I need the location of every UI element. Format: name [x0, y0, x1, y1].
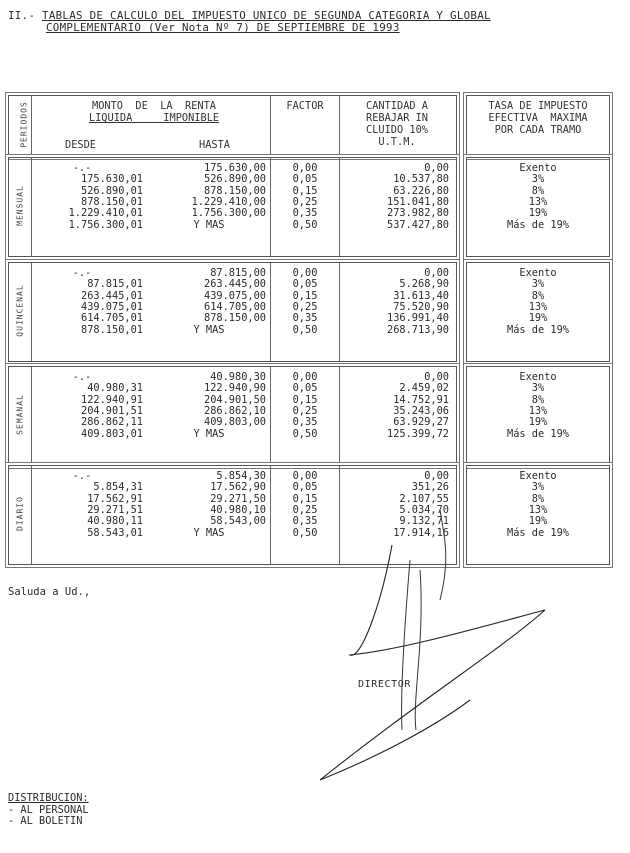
cell-factor: 0,35 [292, 515, 318, 528]
cell-hasta: 204.901,50 [204, 393, 266, 406]
cell-desde: 175.630,01 [81, 173, 143, 186]
cell-desde: 1.229.410,01 [68, 207, 143, 220]
cell-tasa: 13% [528, 195, 548, 208]
cell-desde: 439.075,01 [81, 300, 143, 313]
cell-tasa: Más de 19% [507, 323, 569, 336]
cell-rebajar: 2.459,02 [399, 382, 449, 395]
cell-tasa: 13% [528, 300, 548, 313]
cell-hasta: Y MAS [193, 427, 225, 440]
cell-factor: 0,25 [292, 195, 318, 208]
cell-hasta: 122.940,90 [204, 382, 266, 395]
header-hasta: HASTA [199, 139, 230, 151]
cell-rebajar: 351,26 [411, 481, 449, 494]
cell-desde: 29.271,51 [87, 503, 143, 516]
cell-hasta: 409.803,00 [204, 416, 266, 429]
distribution-item: - AL PERSONAL [8, 803, 89, 816]
cell-hasta: 286.862,10 [204, 404, 266, 417]
cell-desde: 204.901,51 [81, 404, 143, 417]
cell-tasa: 8% [531, 289, 545, 302]
cell-factor: 0,50 [292, 427, 318, 440]
cell-tasa: 8% [531, 184, 545, 197]
cell-hasta: 58.543,00 [210, 515, 266, 528]
cell-factor: 0,00 [292, 267, 318, 279]
cell-desde: 40.980,31 [87, 382, 143, 395]
cell-desde: 122.940,91 [81, 393, 143, 406]
period-label: QUINCENAL [15, 284, 25, 337]
cell-factor: 0,15 [292, 492, 318, 505]
closing-salutation: Saluda a Ud., [8, 586, 91, 598]
cell-hasta: 878.150,00 [204, 184, 266, 197]
header-cantidad-2: REBAJAR IN [366, 112, 428, 124]
signature-title: DIRECTOR [358, 679, 411, 690]
cell-desde: 1.756.300,01 [68, 218, 143, 231]
cell-hasta: 17.562,90 [210, 481, 266, 494]
cell-factor: 0,05 [292, 173, 318, 186]
cell-factor: 0,15 [292, 393, 318, 406]
cell-rebajar: 63.929,27 [393, 416, 449, 429]
header-tasa-2: EFECTIVA MAXIMA [488, 112, 588, 124]
cell-tasa: 19% [528, 207, 548, 220]
cell-hasta: 1.229.410,00 [191, 195, 266, 208]
cell-rebajar: 0,00 [424, 162, 449, 174]
cell-hasta: 5.854,30 [216, 470, 266, 482]
cell-hasta: 439.075,00 [204, 289, 266, 302]
cell-rebajar: 0,00 [424, 371, 449, 383]
title-prefix: II.- [8, 9, 36, 22]
cell-tasa: 13% [528, 404, 548, 417]
header-tasa-3: POR CADA TRAMO [494, 124, 582, 136]
cell-rebajar: 9.132,71 [399, 515, 449, 528]
cell-factor: 0,35 [292, 416, 318, 429]
cell-factor: 0,05 [292, 278, 318, 291]
cell-tasa: 13% [528, 503, 548, 516]
distribution-block [8, 793, 89, 828]
header-factor: FACTOR [286, 100, 324, 112]
cell-factor: 0,00 [292, 162, 318, 174]
cell-desde: 614.705,01 [81, 312, 143, 325]
distribution-item: - AL BOLETIN [8, 815, 83, 827]
cell-desde: 409.803,01 [81, 427, 143, 440]
cell-rebajar: 35.243,06 [393, 404, 449, 417]
cell-hasta: 40.980,30 [210, 371, 266, 383]
cell-rebajar: 31.613,40 [393, 289, 449, 302]
cell-rebajar: 14.752,91 [393, 393, 449, 406]
cell-rebajar: 0,00 [424, 267, 449, 279]
cell-tasa: 19% [528, 312, 548, 325]
title-line-2: COMPLEMENTARIO (Ver Nota Nº 7) DE SEPTIEMBRE DE 1993 [46, 21, 400, 34]
cell-rebajar: 5.034,70 [399, 503, 449, 516]
cell-desde: -.- [72, 470, 92, 482]
cell-tasa: Exento [519, 267, 557, 279]
cell-hasta: 29.271,50 [210, 492, 266, 505]
cell-factor: 0,50 [292, 218, 318, 231]
cell-rebajar: 151.041,80 [387, 195, 449, 208]
cell-factor: 0,25 [292, 404, 318, 417]
cell-tasa: 19% [528, 416, 548, 429]
title-line-1: TABLAS DE CALCULO DEL IMPUESTO UNICO DE SEGUNDA CATEGORIA Y GLOBAL [42, 9, 491, 22]
cell-desde: 526.890,01 [81, 184, 143, 197]
cell-hasta: 878.150,00 [204, 312, 266, 325]
cell-hasta: 87.815,00 [210, 267, 266, 279]
cell-desde: 286.862,11 [81, 416, 143, 429]
cell-factor: 0,25 [292, 503, 318, 516]
cell-rebajar: 63.226,80 [393, 184, 449, 197]
period-label: MENSUAL [15, 185, 25, 226]
cell-factor: 0,15 [292, 289, 318, 302]
cell-tasa: Más de 19% [507, 427, 569, 440]
cell-tasa: 3% [531, 481, 545, 494]
cell-rebajar: 17.914,16 [393, 526, 449, 539]
cell-rebajar: 10.537,80 [393, 173, 449, 186]
cell-desde: 17.562,91 [87, 492, 143, 505]
header-tasa-1: TASA DE IMPUESTO [488, 100, 588, 112]
cell-factor: 0,50 [292, 526, 318, 539]
cell-factor: 0,05 [292, 481, 318, 494]
period-label: DIARIO [15, 496, 25, 531]
cell-desde: 40.980,11 [87, 515, 143, 528]
cell-rebajar: 273.982,80 [387, 207, 449, 220]
cell-tasa: 3% [531, 173, 545, 186]
cell-tasa: Exento [519, 162, 557, 174]
cell-desde: -.- [72, 371, 92, 383]
cell-tasa: 8% [531, 492, 545, 505]
header-desde: DESDE [65, 139, 96, 151]
cell-hasta: Y MAS [193, 323, 225, 336]
header-cantidad-1: CANTIDAD A [366, 100, 428, 112]
cell-hasta: 40.980,10 [210, 503, 266, 516]
cell-factor: 0,35 [292, 207, 318, 220]
cell-tasa: Más de 19% [507, 218, 569, 231]
cell-tasa: 3% [531, 382, 545, 395]
cell-factor: 0,15 [292, 184, 318, 197]
cell-tasa: Exento [519, 371, 557, 383]
cell-desde: 5.854,31 [93, 481, 143, 494]
cell-factor: 0,00 [292, 470, 318, 482]
cell-rebajar: 537.427,80 [387, 218, 449, 231]
cell-desde: -.- [72, 267, 92, 279]
header-monto-1: MONTO DE LA RENTA [92, 100, 216, 112]
header-monto-2: LIQUIDA IMPONIBLE [88, 112, 220, 124]
cell-desde: 87.815,01 [87, 278, 143, 291]
cell-factor: 0,00 [292, 371, 318, 383]
cell-rebajar: 125.399,72 [387, 427, 449, 440]
cell-rebajar: 268.713,90 [387, 323, 449, 336]
cell-tasa: 19% [528, 515, 548, 528]
cell-desde: 58.543,01 [87, 526, 143, 539]
cell-rebajar: 0,00 [424, 470, 449, 482]
cell-desde: 263.445,01 [81, 289, 143, 302]
cell-hasta: 263.445,00 [204, 278, 266, 291]
cell-hasta: 175.630,00 [204, 162, 266, 174]
cell-tasa: Más de 19% [507, 526, 569, 539]
cell-rebajar: 2.107,55 [399, 492, 449, 505]
cell-hasta: 1.756.300,00 [191, 207, 266, 220]
cell-rebajar: 75.520,90 [393, 300, 449, 313]
cell-tasa: 8% [531, 393, 545, 406]
cell-hasta: Y MAS [193, 218, 225, 231]
cell-tasa: Exento [519, 470, 557, 482]
period-label: SEMANAL [15, 394, 25, 435]
cell-hasta: 526.890,00 [204, 173, 266, 186]
cell-factor: 0,05 [292, 382, 318, 395]
cell-rebajar: 136.991,40 [387, 312, 449, 325]
header-cantidad-4: U.T.M. [378, 136, 416, 148]
cell-factor: 0,50 [292, 323, 318, 336]
cell-hasta: Y MAS [193, 526, 225, 539]
cell-desde: 878.150,01 [81, 323, 143, 336]
cell-rebajar: 5.268,90 [399, 278, 449, 291]
cell-tasa: 3% [531, 278, 545, 291]
cell-factor: 0,25 [292, 300, 318, 313]
distribution-heading: DISTRIBUCION: [8, 792, 89, 804]
header-cantidad-3: CLUIDO 10% [366, 124, 428, 136]
cell-hasta: 614.705,00 [204, 300, 266, 313]
cell-desde: -.- [72, 162, 92, 174]
cell-desde: 878.150,01 [81, 195, 143, 208]
header-periodos: PERIODOS [19, 101, 29, 148]
cell-factor: 0,35 [292, 312, 318, 325]
